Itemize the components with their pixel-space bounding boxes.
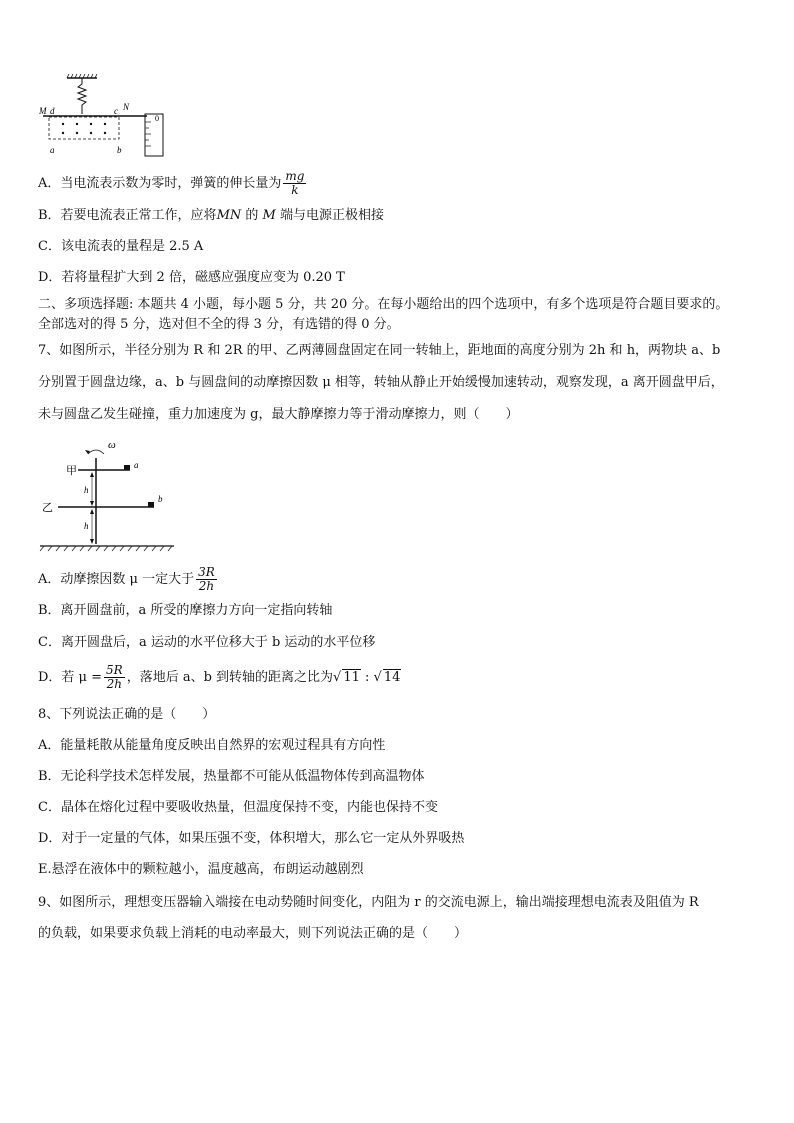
q7-d-fraction: $\frac{5R}{2h}$ (106, 663, 123, 691)
label-d: d (50, 106, 55, 116)
height-h-upper: h (84, 485, 89, 495)
q6-option-a: A．当电流表示数为零时，弹簧的伸长量为 $\frac{mg}{k}$ (38, 169, 305, 197)
q6-option-d: D．若将量程扩大到 2 倍，磁感应强度应变为 0.20 T (38, 270, 345, 285)
label-N: N (123, 102, 130, 112)
q8-stem: 8、下列说法正确的是（ ） (38, 707, 216, 722)
q6-option-b: B．若要电流表正常工作，应将MN 的 M 端与电源正极相接 (38, 208, 384, 223)
q7-stem-line3: 未与圆盘乙发生碰撞，重力加速度为 g，最大静摩擦力等于滑动摩擦力，则（ ） (38, 407, 519, 422)
label-a: a (50, 145, 55, 155)
height-h-lower: h (84, 521, 89, 531)
disc-shaft-figure (38, 436, 178, 554)
q7-option-d: D．若 μ = $\frac{5R}{2h}$ ，落地后 a、b 到转轴的距离之比为√ 11 : √ 14 (38, 663, 401, 691)
omega-label: ω (108, 439, 116, 451)
label-0: 0 (155, 114, 159, 123)
q8-option-e: E.悬浮在液体中的颗粒越小，温度越高，布朗运动越剧烈 (38, 862, 364, 877)
q6-a-fraction: $\frac{mg}{k}$ (285, 169, 305, 197)
q8-option-c: C．晶体在熔化过程中要吸收热量，但温度保持不变，内能也保持不变 (38, 800, 438, 815)
spring-ammeter-figure (35, 72, 165, 157)
block-b-label: b (158, 494, 163, 504)
sqrt-symbol: √ (373, 670, 382, 685)
q7-stem-line2: 分别置于圆盘边缘，a、b 与圆盘间的动摩擦因数 μ 相等，转轴从静止开始缓慢加速转动，观察发现，a 离开圆盘甲后， (38, 375, 724, 390)
q8-option-d: D．对于一定量的气体，如果压强不变，体积增大，那么它一定从外界吸热 (38, 831, 465, 846)
disc-yi-label: 乙 (42, 501, 53, 514)
label-c: c (114, 106, 118, 116)
q6-option-c: C．该电流表的量程是 2.5 A (38, 239, 204, 254)
q8-option-b: B．无论科学技术怎样发展，热量都不可能从低温物体传到高温物体 (38, 769, 425, 784)
q9-stem-line2: 的负载，如果要求负载上消耗的电动率最大，则下列说法正确的是（ ） (38, 926, 468, 941)
q7-option-a: A．动摩擦因数 μ 一定大于 $\frac{3R}{2h}$ (38, 565, 215, 593)
q9-stem-line1: 9、如图所示，理想变压器输入端接在电动势随时间变化，内阻为 r 的交流电源上，输出端接理想电流表及阻值为 R (38, 895, 699, 910)
q7-option-c: C．离开圆盘后，a 运动的水平位移大于 b 运动的水平位移 (38, 635, 376, 650)
q8-option-a: A．能量耗散从能量角度反映出自然界的宏观过程具有方向性 (38, 738, 386, 753)
q7-stem-line1: 7、如图所示，半径分别为 R 和 2R 的甲、乙两薄圆盘固定在同一转轴上，距地面的高度分别为 2h 和 h，两物块 a、b (38, 343, 721, 358)
label-b: b (117, 145, 122, 155)
q7-a-fraction: $\frac{3R}{2h}$ (198, 565, 215, 593)
block-a-label: a (134, 460, 139, 470)
disc-jia-label: 甲 (66, 464, 77, 477)
section2-line2: 全部选对的得 5 分，选对但不全的得 3 分，有选错的得 0 分。 (38, 317, 400, 332)
label-M: M (39, 106, 47, 116)
q7-option-b: B．离开圆盘前，a 所受的摩擦力方向一定指向转轴 (38, 603, 333, 618)
section2-line1: 二、多项选择题: 本题共 4 小题，每小题 5 分，共 20 分。在每小题给出的四个选项中，有多个选项是符合题目要求的。 (38, 297, 729, 312)
sqrt-symbol: √ (333, 670, 342, 685)
